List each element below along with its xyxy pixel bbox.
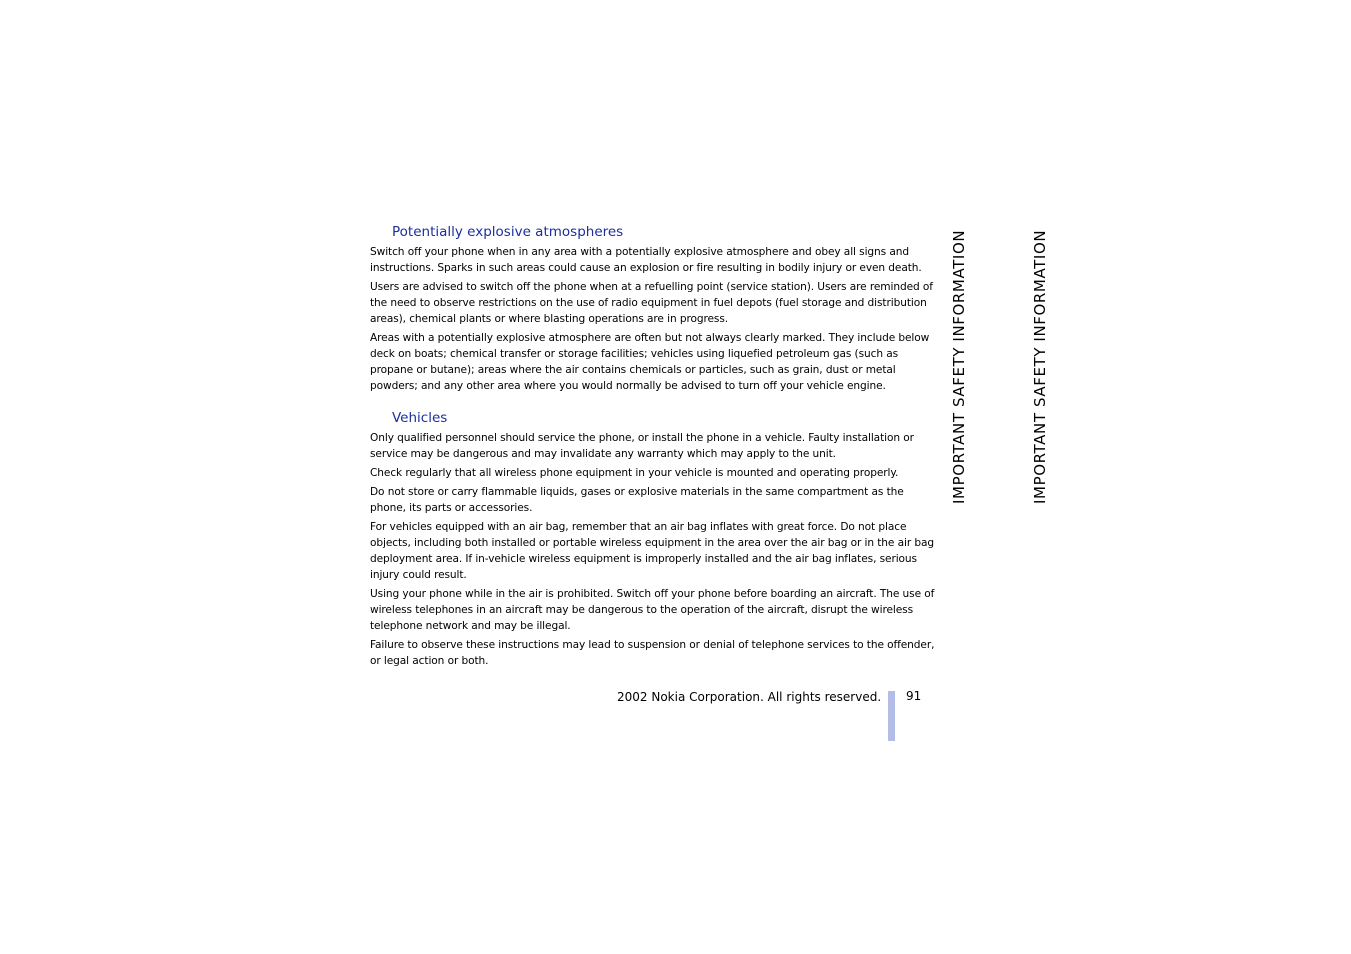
page-number: 91 bbox=[906, 689, 922, 703]
section-heading-vehicles: Vehicles bbox=[392, 410, 448, 426]
paragraph: Areas with a potentially explosive atmosphere are often but not always clearly marked. They include below deck on boats; chemical transfer or storage facilities; vehicles using liquefied petroleum gas (such as propane or butane); areas where the air contains chemicals or particles, such as grain, dust or metal powders; and any other area where you would normally be advised to turn off your vehicle engine. bbox=[370, 332, 930, 392]
paragraph: For vehicles equipped with an air bag, remember that an air bag inflates with great force. Do not place objects, including both installed or portable wireless equipment in the area over the air bag or in the air bag deployment area. If in-vehicle wireless equipment is improperly installed and the air bag inflates, serious injury could result. bbox=[370, 521, 935, 581]
footer-copyright: 2002 Nokia Corporation. All rights reserved. bbox=[617, 690, 882, 704]
section-heading-explosive-atmospheres: Potentially explosive atmospheres bbox=[392, 224, 624, 240]
paragraph: Using your phone while in the air is prohibited. Switch off your phone before boarding an aircraft. The use of wireless telephones in an aircraft may be dangerous to the operation of the aircraft, disrupt the wireless telephone network and may be illegal. bbox=[370, 588, 935, 632]
side-title: IMPORTANT SAFETY INFORMATION bbox=[950, 229, 968, 504]
page-content bbox=[370, 222, 938, 672]
paragraph: Do not store or carry flammable liquids, gases or explosive materials in the same compartment as the phone, its parts or accessories. bbox=[370, 486, 904, 514]
paragraph: Switch off your phone when in any area with a potentially explosive atmosphere and obey all signs and instructions. Sparks in such areas could cause an explosion or fire resulting in bodily injury or even death. bbox=[370, 246, 922, 274]
paragraph: Failure to observe these instructions may lead to suspension or denial of telephone services to the offender, or legal action or both. bbox=[370, 639, 935, 667]
side-title-duplicate: IMPORTANT SAFETY INFORMATION bbox=[1031, 229, 1049, 504]
footer-accent-bar bbox=[888, 691, 895, 741]
paragraph: Users are advised to switch off the phone when at a refuelling point (service station). Users are reminded of the need to observe restrictions on the use of radio equipment in fuel depots (fuel storage and distribution areas), chemical plants or where blasting operations are in progress. bbox=[370, 281, 933, 325]
paragraph: Only qualified personnel should service the phone, or install the phone in a vehicle. Faulty installation or service may be dangerous and may invalidate any warranty which may apply to the unit. bbox=[370, 432, 914, 460]
paragraph: Check regularly that all wireless phone equipment in your vehicle is mounted and operating properly. bbox=[370, 467, 899, 479]
